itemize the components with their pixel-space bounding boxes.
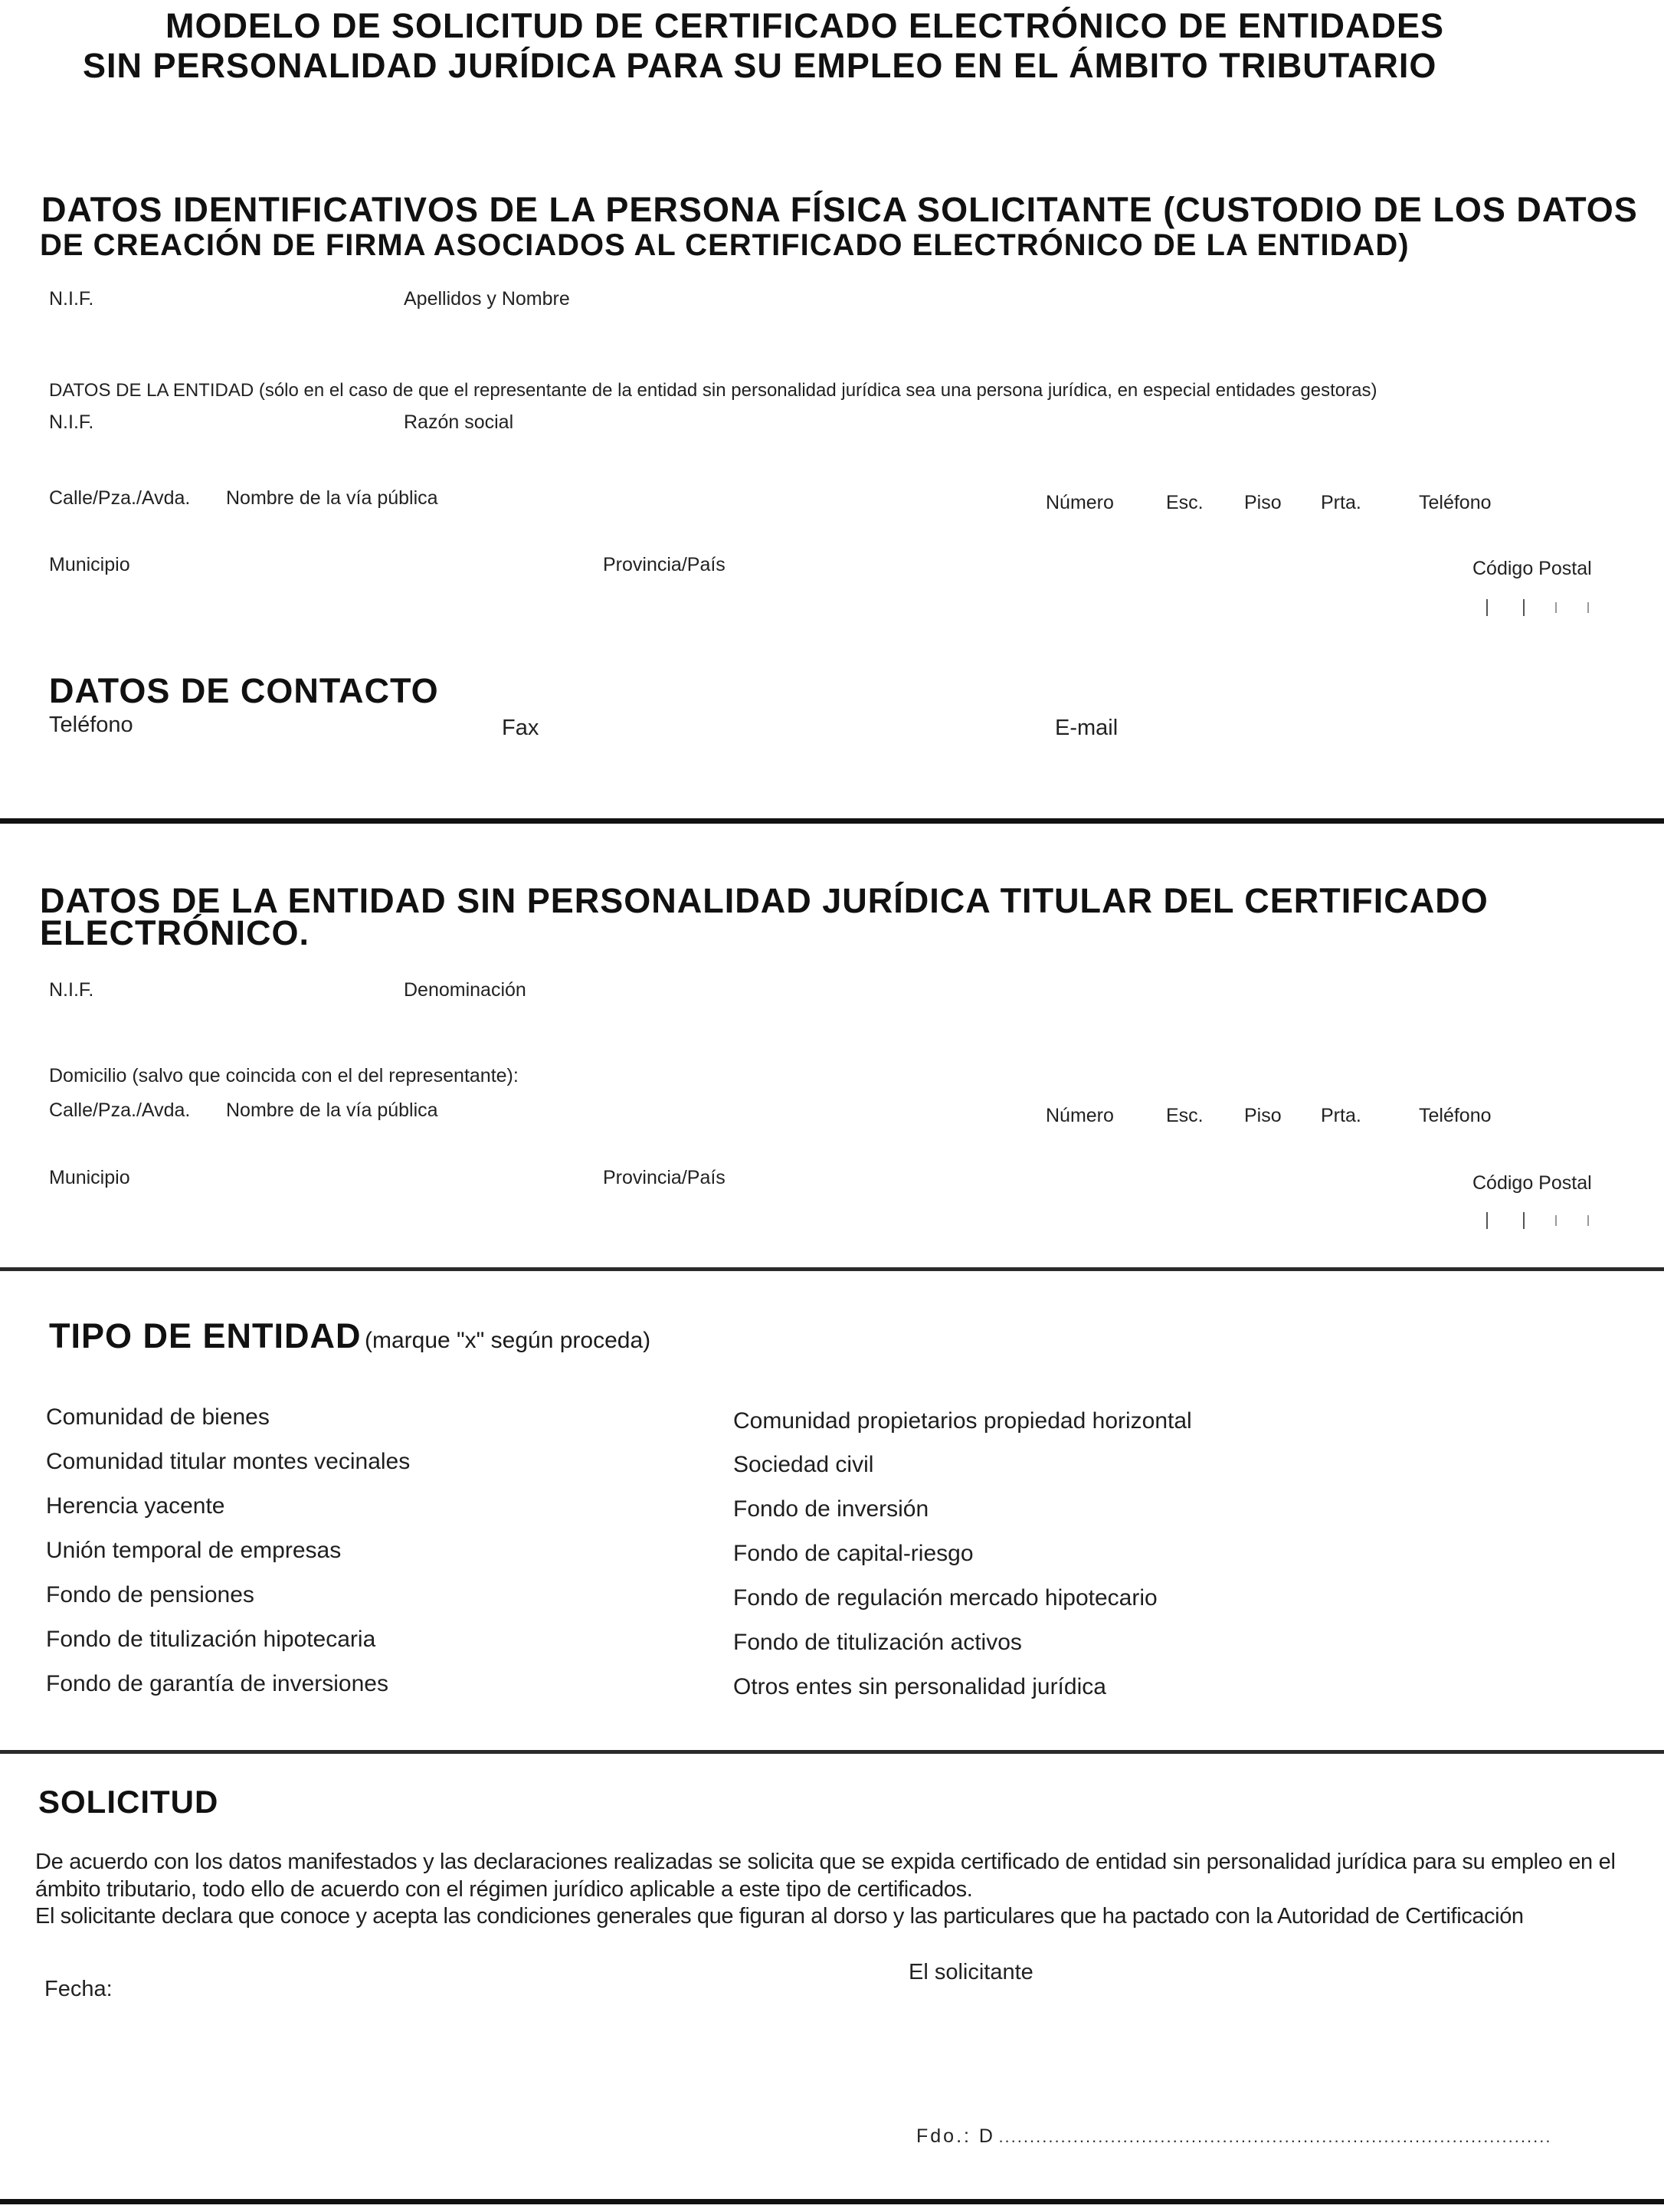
section-heading-entidad-line1: DATOS DE LA ENTIDAD SIN PERSONALIDAD JURÍDICA TITULAR DEL CERTIFICADO bbox=[40, 881, 1489, 920]
cp-tick bbox=[1523, 1212, 1525, 1229]
entidad-municipio-label: Municipio bbox=[49, 1167, 130, 1188]
entidad-denominacion-label: Denominación bbox=[404, 979, 526, 1001]
cp-tick bbox=[1587, 602, 1589, 613]
section-heading-solicitante-line2: DE CREACIÓN DE FIRMA ASOCIADOS AL CERTIFICADO ELECTRÓNICO DE LA ENTIDAD) bbox=[40, 228, 1410, 262]
representante-municipio-label: Municipio bbox=[49, 554, 130, 575]
cp-tick bbox=[1486, 599, 1488, 616]
solicitante-nif-label: N.I.F. bbox=[49, 288, 94, 310]
tipo-option[interactable]: Fondo de pensiones bbox=[46, 1582, 254, 1607]
tipo-option[interactable]: Sociedad civil bbox=[733, 1452, 874, 1477]
representante-calle-label: Calle/Pza./Avda. bbox=[49, 487, 191, 509]
contacto-email-label: E-mail bbox=[1055, 716, 1119, 740]
entidad-representante-note: DATOS DE LA ENTIDAD (sólo en el caso de que el representante de la entidad sin personalidad jurídica sea una persona jurídica, en especial entidades gestoras) bbox=[49, 380, 1377, 401]
form-title-line1: MODELO DE SOLICITUD DE CERTIFICADO ELECTRÓNICO DE ENTIDADES bbox=[165, 6, 1445, 45]
firma-line[interactable] bbox=[916, 2125, 1551, 2148]
section-divider bbox=[0, 1750, 1664, 1754]
tipo-option[interactable]: Fondo de regulación mercado hipotecario bbox=[733, 1585, 1158, 1611]
tipo-option[interactable]: Herencia yacente bbox=[46, 1493, 225, 1519]
entidad-esc-label: Esc. bbox=[1166, 1105, 1204, 1126]
cp-tick bbox=[1587, 1215, 1589, 1226]
entidad-prta-label: Prta. bbox=[1321, 1105, 1361, 1126]
section-divider bbox=[0, 1267, 1664, 1271]
entidad-cp-label: Código Postal bbox=[1472, 1172, 1592, 1194]
tipo-option[interactable]: Unión temporal de empresas bbox=[46, 1538, 342, 1563]
entidad-provincia-label: Provincia/País bbox=[603, 1167, 726, 1188]
fecha-label: Fecha: bbox=[44, 1977, 113, 2001]
tipo-heading-note: (marque "x" según proceda) bbox=[364, 1328, 651, 1353]
entidad-piso-label: Piso bbox=[1244, 1105, 1282, 1126]
representante-via-label: Nombre de la vía pública bbox=[226, 487, 438, 509]
representante-provincia-label: Provincia/País bbox=[603, 554, 726, 575]
firma-dotted-line: ......................................................................................... bbox=[998, 2127, 1552, 2146]
firma-label: Fdo.: D bbox=[916, 2125, 995, 2147]
representante-nif-label: N.I.F. bbox=[49, 411, 94, 433]
cp-tick bbox=[1555, 1215, 1557, 1226]
tipo-option[interactable]: Fondo de titulización hipotecaria bbox=[46, 1627, 376, 1652]
entidad-nif-label: N.I.F. bbox=[49, 979, 94, 1001]
tipo-option[interactable]: Fondo de capital-riesgo bbox=[733, 1541, 974, 1566]
solicitud-paragraph-2: El solicitante declara que conoce y acepta las condiciones generales que figuran al dorso y las particulares que ha pactado con la Autoridad de Certificación bbox=[35, 1904, 1524, 1929]
contacto-telefono-label: Teléfono bbox=[49, 713, 133, 737]
solicitud-paragraph-1: De acuerdo con los datos manifestados y las declaraciones realizadas se solicita que se expida certificado de entidad sin personalidad jurídica para su empleo en el ámbito tributario, todo ello de acuerdo con el régimen jurídico aplicable a este tipo de certificados. bbox=[35, 1850, 1616, 1902]
cp-tick bbox=[1523, 599, 1525, 616]
form-title-line2: SIN PERSONALIDAD JURÍDICA PARA SU EMPLEO EN EL ÁMBITO TRIBUTARIO bbox=[83, 46, 1437, 85]
entidad-numero-label: Número bbox=[1046, 1105, 1114, 1126]
section-heading-solicitante bbox=[41, 190, 1638, 230]
entidad-via-label: Nombre de la vía pública bbox=[226, 1099, 438, 1121]
representante-cp-label: Código Postal bbox=[1472, 558, 1592, 579]
cp-tick bbox=[1555, 602, 1557, 613]
tipo-option[interactable]: Fondo de titulización activos bbox=[733, 1630, 1022, 1655]
representante-razon-social-label: Razón social bbox=[404, 411, 514, 433]
tipo-heading-text: TIPO DE ENTIDAD bbox=[49, 1316, 362, 1355]
representante-telefono-label: Teléfono bbox=[1419, 492, 1492, 513]
section-heading-entidad-line2: ELECTRÓNICO. bbox=[40, 913, 310, 952]
tipo-option[interactable]: Comunidad propietarios propiedad horizontal bbox=[733, 1408, 1192, 1434]
entidad-telefono-label: Teléfono bbox=[1419, 1105, 1492, 1126]
section-heading-tipo bbox=[49, 1316, 650, 1356]
entidad-domicilio-note: Domicilio (salvo que coincida con el del representante): bbox=[49, 1065, 519, 1086]
representante-prta-label: Prta. bbox=[1321, 492, 1361, 513]
representante-numero-label: Número bbox=[1046, 492, 1114, 513]
tipo-option[interactable]: Comunidad titular montes vecinales bbox=[46, 1449, 411, 1474]
tipo-option[interactable]: Comunidad de bienes bbox=[46, 1404, 270, 1430]
entidad-calle-label: Calle/Pza./Avda. bbox=[49, 1099, 191, 1121]
tipo-option[interactable]: Fondo de inversión bbox=[733, 1496, 929, 1522]
cp-tick bbox=[1486, 1212, 1488, 1229]
section-divider bbox=[0, 818, 1664, 824]
solicitante-apellidos-label: Apellidos y Nombre bbox=[404, 288, 570, 310]
tipo-option[interactable]: Fondo de garantía de inversiones bbox=[46, 1671, 388, 1696]
footer-divider bbox=[0, 2199, 1664, 2204]
contacto-fax-label: Fax bbox=[502, 716, 539, 740]
tipo-option[interactable]: Otros entes sin personalidad jurídica bbox=[733, 1674, 1106, 1699]
representante-esc-label: Esc. bbox=[1166, 492, 1204, 513]
section-heading-contacto: DATOS DE CONTACTO bbox=[49, 671, 439, 710]
representante-piso-label: Piso bbox=[1244, 492, 1282, 513]
solicitante-signature-label: El solicitante bbox=[909, 1960, 1033, 1984]
section-heading-solicitante-line1: DATOS IDENTIFICATIVOS DE LA PERSONA FÍSICA SOLICITANTE (CUSTODIO DE LOS DATOS bbox=[41, 190, 1638, 229]
section-heading-solicitud: SOLICITUD bbox=[38, 1784, 219, 1820]
